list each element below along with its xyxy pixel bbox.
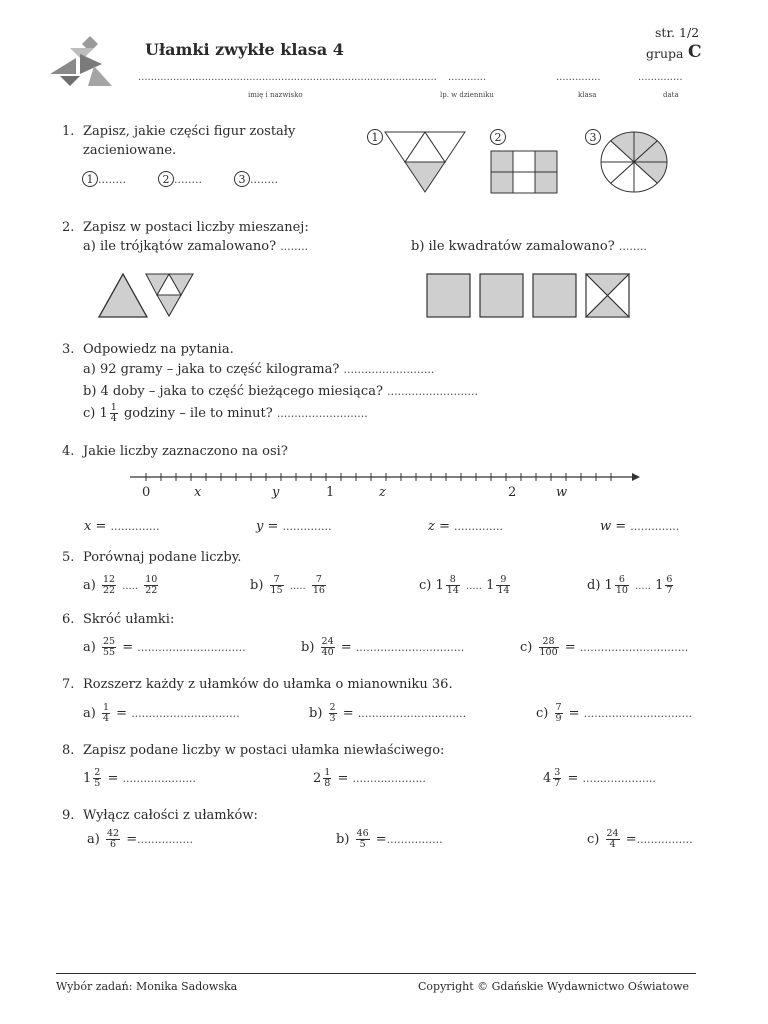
page-title: Ułamki zwykłe klasa 4 <box>145 40 344 59</box>
q1-triangle-figure <box>383 130 463 195</box>
logo <box>50 36 116 90</box>
q5-item-b[interactable]: b) $\frac{7}{15}$ ..... $\frac{7}{16}$ <box>250 574 325 596</box>
q2-a-answer[interactable]: ........ <box>280 240 309 253</box>
axis-label-y: y <box>272 485 280 500</box>
axis-label-0: 0 <box>142 485 151 500</box>
q9-number: 9. <box>62 808 75 823</box>
q1-circle-figure <box>600 130 670 194</box>
axis-label-x: x <box>194 485 202 500</box>
name-line[interactable]: .............................................................................................. <box>138 72 437 83</box>
footer-divider <box>56 973 696 974</box>
q1-answer-1[interactable]: 1 ........ <box>82 168 126 187</box>
q6-text: Skróć ułamki: <box>83 612 175 627</box>
axis-label-z: z <box>379 485 386 500</box>
name-caption: imię i nazwisko <box>248 91 303 99</box>
axis-label-2: 2 <box>508 485 517 500</box>
q3-text: Odpowiedz na pytania. <box>83 342 234 357</box>
q1-text-2: zacieniowane. <box>83 143 177 158</box>
q4-answer-z[interactable]: z = .............. <box>428 519 503 534</box>
q3-a-answer[interactable]: .......................... <box>343 363 435 376</box>
q2-b-answer[interactable]: ........ <box>618 240 647 253</box>
footer-copyright: Copyright © Gdańskie Wydawnictwo Oświatowe <box>418 980 690 993</box>
q1-grid-figure <box>491 151 559 193</box>
q1-figure-label-1: 1 <box>367 126 383 145</box>
q7-number: 7. <box>62 677 75 692</box>
q4-text: Jakie liczby zaznaczono na osi? <box>83 444 288 459</box>
q4-answer-w[interactable]: w = .............. <box>600 519 680 534</box>
q9-item-a[interactable]: a) $\frac{42}{6}$ =................ <box>87 828 194 850</box>
q4-answer-x[interactable]: x = .............. <box>84 519 160 534</box>
q2-b: b) ile kwadratów zamalowano? ........ <box>411 239 647 254</box>
q2-number: 2. <box>62 220 75 235</box>
q5-item-d[interactable]: d) 1 $\frac{6}{10}$ ..... 1 $\frac{6}{7}$ <box>587 574 673 596</box>
q9-text: Wyłącz całości z ułamków: <box>83 808 258 823</box>
class-caption: klasa <box>578 91 597 99</box>
q2-triangles-figure <box>97 272 197 320</box>
q3-b: b) 4 doby – jaka to część bieżącego miesiąca? .......................... <box>83 384 478 399</box>
q1-answer-2[interactable]: 2 ........ <box>158 168 202 187</box>
q6-item-a[interactable]: a) $\frac{25}{55}$ = ............................... <box>83 636 246 658</box>
q9-item-c[interactable]: c) $\frac{24}{4}$ =................ <box>587 828 693 850</box>
q5-text: Porównaj podane liczby. <box>83 550 242 565</box>
number-line[interactable]: ............ <box>448 72 487 83</box>
q8-item-3[interactable]: 4 $\frac{3}{7}$ = ..................... <box>543 767 656 789</box>
q8-number: 8. <box>62 743 75 758</box>
q2-a: a) ile trójkątów zamalowano? ........ <box>83 239 309 254</box>
q1-figure-label-3: 3 <box>585 126 601 145</box>
q3-b-answer[interactable]: .......................... <box>387 385 478 398</box>
footer-author: Wybór zadań: Monika Sadowska <box>56 980 238 993</box>
q7-item-b[interactable]: b) $\frac{2}{3}$ = ............................... <box>309 702 467 724</box>
page-number: str. 1/2 <box>655 25 700 40</box>
date-caption: data <box>663 91 679 99</box>
q4-answer-y[interactable]: y = .............. <box>256 519 332 534</box>
q1-text-1: Zapisz, jakie części figur zostały <box>83 124 296 139</box>
q8-item-1[interactable]: 1 $\frac{2}{5}$ = ..................... <box>83 767 196 789</box>
q3-number: 3. <box>62 342 75 357</box>
q6-item-b[interactable]: b) $\frac{24}{40}$ = ............................... <box>301 636 465 658</box>
q8-item-2[interactable]: 2 $\frac{1}{8}$ = ..................... <box>313 767 426 789</box>
axis-label-1: 1 <box>326 485 335 500</box>
q5-item-a[interactable]: a) $\frac{12}{22}$ ..... $\frac{10}{22}$ <box>83 574 158 596</box>
q2-squares-figure <box>426 273 636 319</box>
q1-figure-label-2: 2 <box>490 126 506 145</box>
group-label: grupa <box>646 46 684 61</box>
q3-c: c) 1 $\frac{1}{4}$ godziny – ile to minut? .......................... <box>83 402 368 424</box>
q7-text: Rozszerz każdy z ułamków do ułamka o mianowniku 36. <box>83 677 453 692</box>
q3-a: a) 92 gramy – jaka to część kilograma? .......................... <box>83 362 435 377</box>
q7-item-a[interactable]: a) $\frac{1}{4}$ = ............................... <box>83 702 240 724</box>
group-value: C <box>688 42 702 62</box>
number-caption: lp. w dzienniku <box>440 91 494 99</box>
q8-text: Zapisz podane liczby w postaci ułamka niewłaściwego: <box>83 743 445 758</box>
q6-number: 6. <box>62 612 75 627</box>
q1-answer-3[interactable]: 3 ........ <box>234 168 278 187</box>
q2-text: Zapisz w postaci liczby mieszanej: <box>83 220 309 235</box>
q3-c-answer[interactable]: .......................... <box>276 407 368 420</box>
q7-item-c[interactable]: c) $\frac{7}{9}$ = ............................... <box>536 702 693 724</box>
q4-number: 4. <box>62 444 75 459</box>
class-line[interactable]: .............. <box>556 72 601 83</box>
q6-item-c[interactable]: c) $\frac{28}{100}$ = ............................... <box>520 636 689 658</box>
number-line <box>130 470 640 486</box>
q1-number: 1. <box>62 124 75 139</box>
q9-item-b[interactable]: b) $\frac{46}{5}$ =................ <box>336 828 443 850</box>
axis-label-w: w <box>556 485 568 500</box>
q5-number: 5. <box>62 550 75 565</box>
date-line[interactable]: .............. <box>638 72 683 83</box>
q5-item-c[interactable]: c) 1 $\frac{8}{14}$ ..... 1 $\frac{9}{14}$ <box>419 574 510 596</box>
